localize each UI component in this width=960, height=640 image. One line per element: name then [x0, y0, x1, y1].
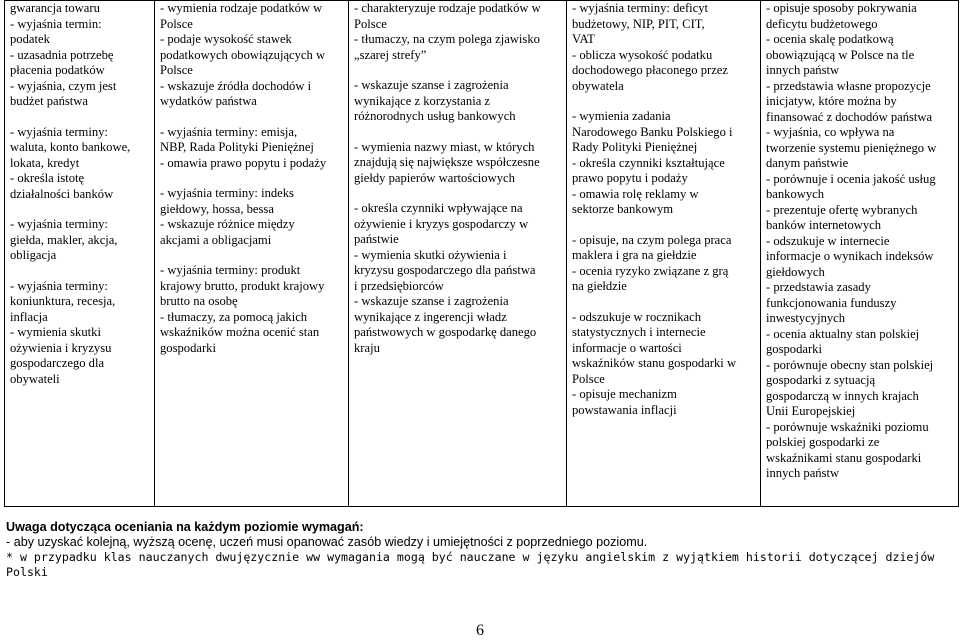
table-row [5, 1, 959, 507]
requirement-block: - charakteryzuje rodzaje podatków w Polsce - tłumaczy, na czym polega zjawisko „szarej strefy” [354, 1, 541, 62]
requirement-block: - wymienia nazwy miast, w których znajdują się największe współczesne giełdy papierów wartościowych [354, 139, 540, 185]
requirement-block: - wyjaśnia terminy: waluta, konto bankowe, lokata, kredyt - określa istotę działalności banków [10, 124, 131, 201]
note-line: * w przypadku klas nauczanych dwujęzycznie ww wymagania mogą być nauczane w języku angielskim z wyjątkiem historii dotyczącej dziejów Polski [6, 550, 935, 579]
requirement-block: - wymienia zadania Narodowego Banku Polskiego i Rady Polityki Pieniężnej - określa czynniki kształtujące prawo popytu i podaży - omawia rolę reklamy w sektorze bankowym [572, 109, 733, 216]
requirement-block: - wyjaśnia terminy: emisja, NBP, Rada Polityki Pieniężnej - omawia prawo popytu i podaży [160, 124, 327, 170]
requirement-block: - odszukuje w rocznikach statystycznych i internecie informacje o wartości wskaźników stanu gospodarki w Polsce - opisuje mechanizm powstawania inflacji [572, 309, 737, 417]
requirement-block: gwarancja towaru - wyjaśnia termin: podatek - uzasadnia potrzebę płacenia podatków - wyjaśnia, czym jest budżet państwa [10, 1, 117, 108]
note-title: Uwaga dotycząca oceniania na każdym poziomie wymagań: [6, 520, 364, 534]
requirement-block: - wyjaśnia terminy: produkt krajowy brutto, produkt krajowy brutto na osobę - tłumaczy, za pomocą jakich wskaźników można ocenić stan gospodarki [160, 263, 325, 355]
column-level-2 [155, 1, 349, 507]
requirement-block: - opisuje, na czym polega praca maklera i gra na giełdzie - ocenia ryzyko związane z grą na giełdzie [572, 232, 732, 293]
requirements-table [4, 0, 959, 507]
note-line: - aby uzyskać kolejną, wyższą ocenę, uczeń musi opanować zasób wiedzy i umiejętności z poprzedniego poziomu. [6, 535, 648, 549]
requirement-block: - opisuje sposoby pokrywania deficytu budżetowego - ocenia skalę podatkową obowiązującą w Polsce na tle innych państw - przedstawia własne propozycje inicjatyw, które można by finansować z dochodów państwa - wyjaśnia, co wpływa na tworzenie systemu pieniężnego w danym państwie - porównuje i ocenia jakość usług bankowych - prezentuje ofertę wybranych banków internetowych - odszukuje w internecie informacje o wynikach indeksów giełdowych - przedstawia zasady funkcjonowania funduszy inwestycyjnych - ocenia aktualny stan polskiej gospodarki - porównuje obecny stan polskiej gospodarki z sytuacją gospodarczą w innych krajach Unii Europejskiej - porównuje wskaźniki poziomu polskiej gospodarki ze wskaźnikami stanu gospodarki innych państw [766, 1, 937, 480]
requirement-block: - wyjaśnia terminy: deficyt budżetowy, NIP, PIT, CIT, VAT - oblicza wysokość podatku dochodowego płaconego przez obywatela [572, 1, 728, 93]
requirement-block: - wymienia rodzaje podatków w Polsce - podaje wysokość stawek podatkowych obowiązujących w Polsce - wskazuje źródła dochodów i wydatków państwa [160, 1, 326, 108]
page-number: 6 [476, 622, 484, 639]
requirement-block: - wyjaśnia terminy: koniunktura, recesja, inflacja - wymienia skutki ożywienia i kryzysu gospodarczego dla obywateli [10, 278, 116, 386]
column-level-5 [761, 1, 959, 507]
requirement-block: - wyjaśnia terminy: giełda, makler, akcja, obligacja [10, 217, 118, 262]
requirement-block: - określa czynniki wpływające na ożywienie i kryzys gospodarczy w państwie - wymienia skutki ożywienia i kryzysu gospodarczego dla państwa i przedsiębiorców - wskazuje szanse i zagrożenia wynikające z ingerencji władz państwowych w gospodarkę danego kraju [354, 201, 537, 355]
column-level-3 [349, 1, 567, 507]
requirement-block: - wyjaśnia terminy: indeks giełdowy, hossa, bessa - wskazuje różnice między akcjami a obligacjami [160, 186, 295, 247]
requirement-block: - wskazuje szanse i zagrożenia wynikające z korzystania z różnorodnych usług bankowych [354, 78, 516, 123]
column-level-4 [567, 1, 761, 507]
grading-note [6, 520, 956, 580]
column-level-1 [5, 1, 155, 507]
